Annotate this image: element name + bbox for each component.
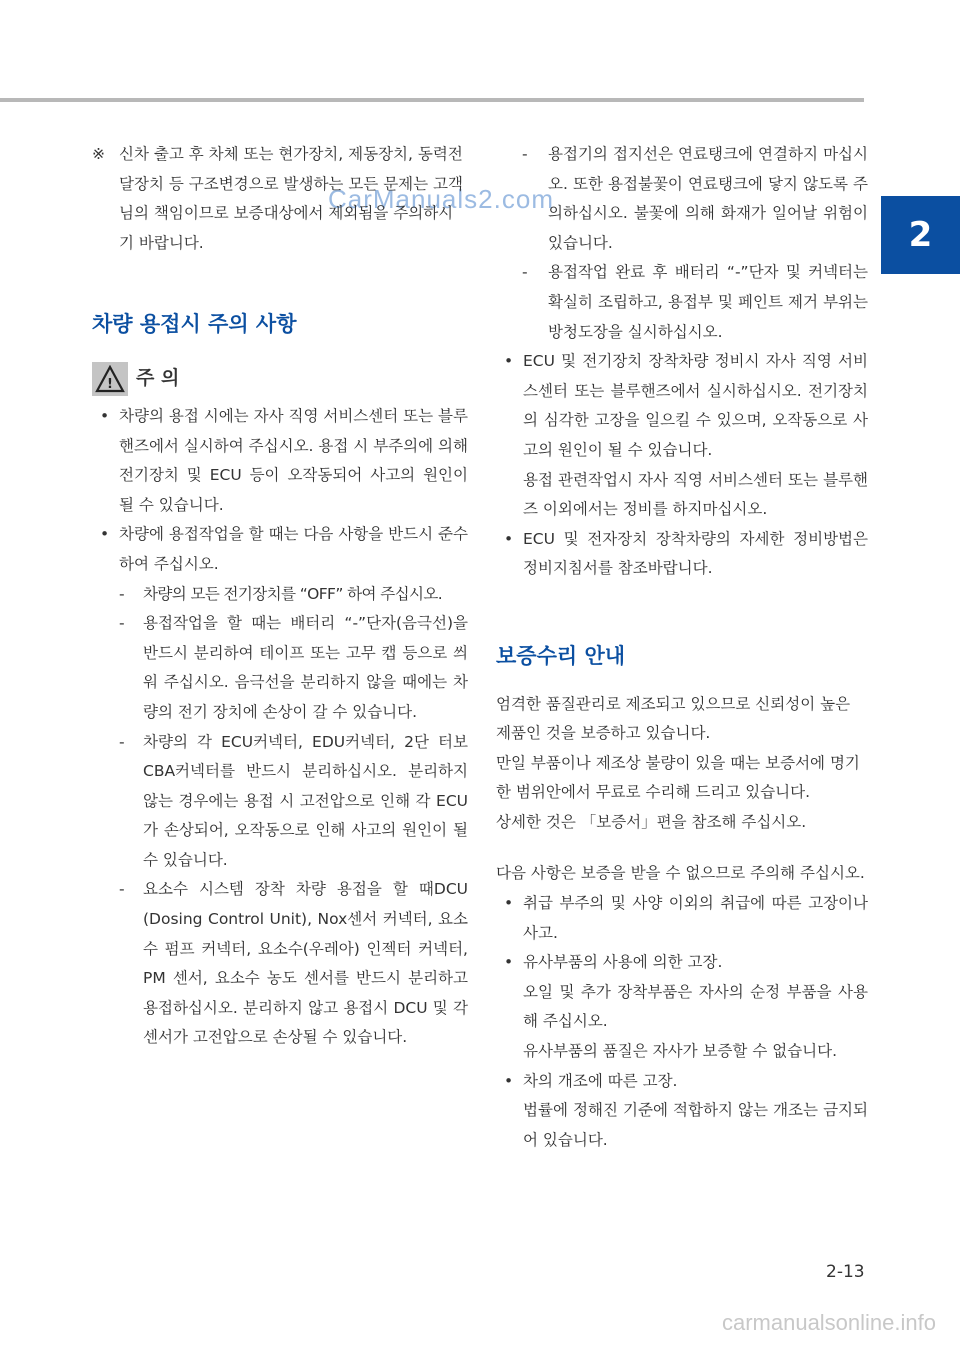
chapter-number: 2	[908, 215, 933, 255]
svg-text:!: !	[107, 376, 113, 392]
note-text: 신차 출고 후 차체 또는 현가장치, 제동장치, 동력전달장치 등 구조변경으로 발생하는 모든 문제는 고객님의 책임이므로 보증대상에서 제외됨을 주의하시기 바랍니다.	[119, 145, 463, 252]
bullet-mark: •	[504, 894, 514, 913]
dash-mark: -	[119, 732, 125, 751]
list-item: • 차의 개조에 따른 고장. 법률에 정해진 기준에 적합하지 않는 개조는 금지되어 있습니다.	[496, 1067, 868, 1156]
warranty-paragraph: 엄격한 품질관리로 제조되고 있으므로 신뢰성이 높은 제품인 것을 보증하고 있습니다.	[496, 694, 851, 743]
bullet-mark: •	[504, 953, 514, 972]
list-item: • ECU 및 전기장치 장착차량 정비시 자사 직영 서비스센터 또는 블루핸즈에서 실시하십시오. 전기장치의 심각한 고장을 일으킬 수 있으며, 오작동으로 사고의 원인이 될 수 있습니다. 용접 관련작업시 자사 직영 서비스센터 또는 블루핸즈 이외에서는 정비를 하지마십시오.	[496, 347, 868, 525]
top-divider	[0, 98, 864, 102]
dash-mark: -	[119, 614, 125, 633]
chapter-tab[interactable]	[881, 196, 960, 274]
page-number: 2-13	[826, 1262, 865, 1282]
list-item: • 차량의 용접 시에는 자사 직영 서비스센터 또는 블루핸즈에서 실시하여 주십시오. 용접 시 부주의에 의해 전기장치 및 ECU 등이 오작동되어 사고의 원인이 될 수 있습니다.	[92, 402, 468, 520]
list-item: - 차량의 모든 전기장치를 “OFF” 하여 주십시오.	[92, 580, 468, 610]
bullet-mark: •	[100, 406, 110, 425]
footer-watermark: carmanualsonline.info	[721, 1310, 936, 1335]
note-mark: ※	[92, 145, 105, 163]
bullet-mark: •	[504, 1071, 514, 1090]
warranty-paragraph: 다음 사항은 보증을 받을 수 없으므로 주의해 주십시오.	[496, 864, 865, 883]
warranty-paragraph: 만일 부품이나 제조상 불량이 있을 때는 보증서에 명기한 범위안에서 무료로 수리해 드리고 있습니다.	[496, 753, 860, 802]
warranty-paragraph: 상세한 것은 「보증서」편을 참조해 주십시오.	[496, 812, 807, 831]
warranty-section-title: 보증수리 안내	[496, 643, 626, 668]
note-paragraph	[92, 140, 468, 258]
right-column	[496, 140, 868, 1155]
watermark: CarManuals2.com	[328, 184, 554, 214]
list-item: - 용접작업을 할 때는 배터리 “-”단자(음극선)을 반드시 분리하여 테이프 또는 고무 캡 등으로 씌워 주십시오. 음극선을 분리하지 않을 때에는 차량의 전기 장치에 손상이 갈 수 있습니다.	[92, 609, 468, 727]
list-item: • 유사부품의 사용에 의한 고장. 오일 및 추가 장착부품은 자사의 순정 부품을 사용해 주십시오. 유사부품의 품질은 자사가 보증할 수 없습니다.	[496, 948, 868, 1066]
list-item: - 용접작업 완료 후 배터리 “-”단자 및 커넥터는 확실히 조립하고, 용접부 및 페인트 제거 부위는 방청도장을 실시하십시오.	[496, 258, 868, 347]
dash-mark: -	[522, 145, 528, 163]
dash-mark: -	[119, 584, 125, 603]
bullet-mark: •	[100, 525, 110, 544]
dash-mark: -	[119, 880, 125, 899]
caution-icon	[92, 362, 128, 396]
list-item: - 요소수 시스템 장착 차량 용접을 할 때DCU (Dosing Control Unit), Nox센서 커넥터, 요소수 펌프 커넥터, 요소수(우레아) 인젝터 커넥터, PM 센서, 요소수 농도 센서를 반드시 분리하고 용접하십시오. 분리하지 않고 용접시 DCU 및 각 센서가 고전압으로 손상될 수 있습니다.	[92, 875, 468, 1053]
welding-section-title: 차량 용접시 주의 사항	[92, 312, 297, 337]
list-item: - 용접기의 접지선은 연료탱크에 연결하지 마십시오. 또한 용접불꽃이 연료탱크에 닿지 않도록 주의하십시오. 불꽃에 의해 화재가 일어날 위험이 있습니다.	[496, 140, 868, 258]
left-column	[92, 140, 468, 1053]
caution-header	[92, 362, 468, 396]
bullet-mark: •	[504, 529, 514, 548]
list-item: • 차량에 용접작업을 할 때는 다음 사항을 반드시 준수하여 주십시오.	[92, 520, 468, 579]
list-item: • 취급 부주의 및 사양 이외의 취급에 따른 고장이나 사고.	[496, 889, 868, 948]
list-item: • ECU 및 전자장치 장착차량의 자세한 정비방법은 정비지침서를 참조바랍니다.	[496, 525, 868, 584]
caution-label: 주 의	[136, 367, 180, 390]
dash-mark: -	[522, 263, 528, 282]
list-item: - 차량의 각 ECU커넥터, EDU커넥터, 2단 터보 CBA커넥터를 반드시 분리하십시오. 분리하지 않는 경우에는 용접 시 고전압으로 인해 각 ECU가 손상되어, 오작동으로 인해 사고의 원인이 될 수 있습니다.	[92, 728, 468, 876]
bullet-mark: •	[504, 352, 514, 371]
